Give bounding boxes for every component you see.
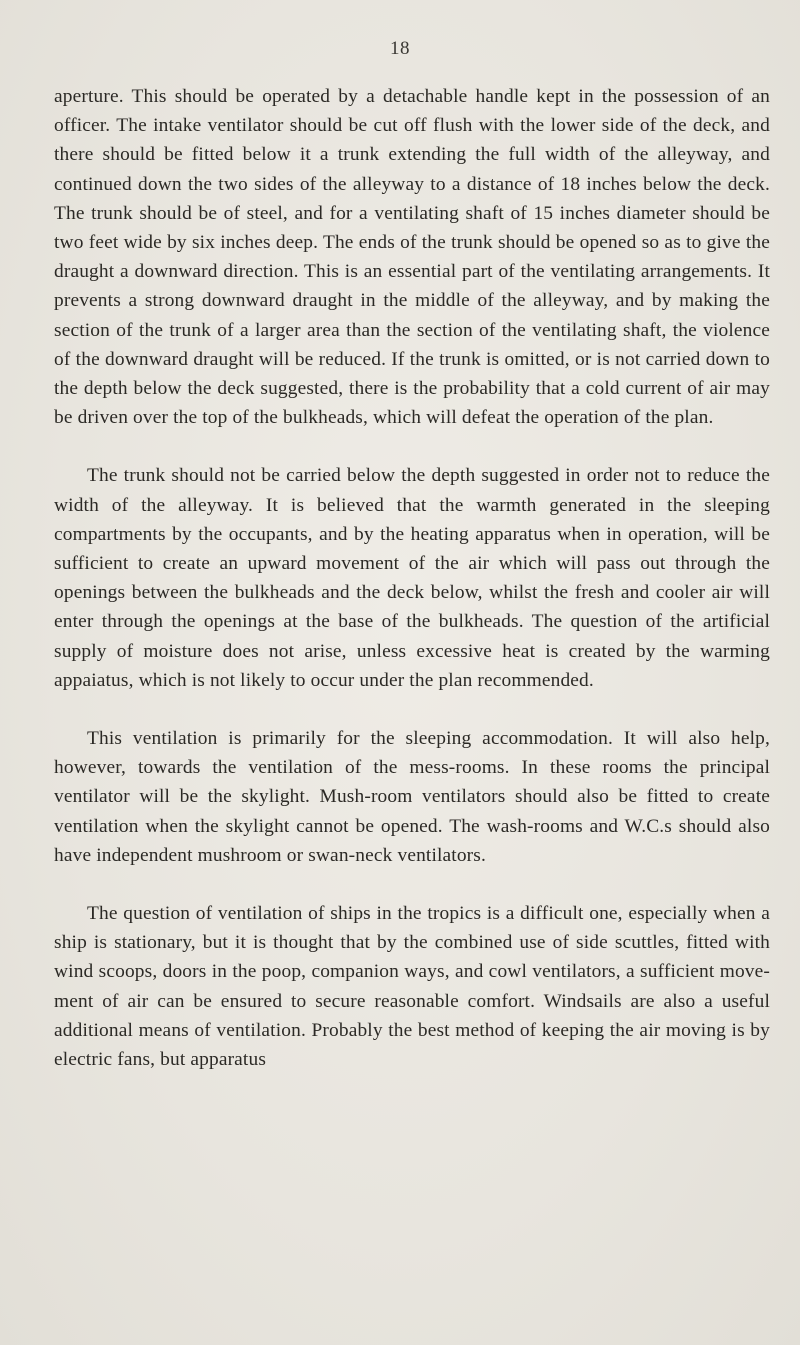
paragraph-2: The trunk should not be carried below the depth suggested in order not to reduce the width of the alleyway. It is believed that the warmth generated in the sleeping compartments by the occupants, and by the heating apparatus when in operation, will be sufficient to create an upward movement of the air which will pass out through the openings between the bulkheads and the deck below, whilst the fresh and cooler air will enter through the openings at the base of the bulkheads. The question of the artificial supply of moisture does not arise, unless excessive heat is created by the warming appaiatus, which is not likely to occur under the plan recommended. bbox=[54, 465, 770, 691]
page-number: 18 bbox=[390, 38, 410, 59]
paragraph-3: This ventilation is primarily for the sleeping accommodation. It will also help, however, towards the ventilation of the mess-rooms. In these rooms the principal ventilator will be the skylight. Mush-room ventilators should also be fitted to create ventilation when the skylight cannot be opened. The wash-rooms and W.C.s should also have independent mushroom or swan-neck ventilators. bbox=[54, 728, 770, 866]
paragraph-4: The question of ventilation of ships in the tropics is a difficult one, especially when a ship is stationary, but it is thought that by the combined use of side scuttles, fitted with wind scoops, doors in the poop, companion ways, and cowl ventilators, a sufficient move-ment of air can be ensured to secure reasonable comfort. Windsails are also a useful additional means of ventilation. Probably the best method of keeping the air moving is by electric fans, but apparatus bbox=[54, 903, 770, 1071]
paragraph-1: aperture. This should be operated by a detachable handle kept in the possession of an officer. The intake ventilator should be cut off flush with the lower side of the deck, and there should be fitted below it a trunk extending the full width of the alleyway, and continued down the two sides of the alleyway to a distance of 18 inches below the deck. The trunk should be of steel, and for a ventilating shaft of 15 inches diameter should be two feet wide by six inches deep. The ends of the trunk should be opened so as to give the draught a downward direction. This is an essential part of the ventilating arrangements. It prevents a strong downward draught in the middle of the alleyway, and by making the section of the trunk of a larger area than the section of the ventilating shaft, the violence of the downward draught will be reduced. If the trunk is omitted, or is not carried down to the depth below the deck suggested, there is the probability that a cold current of air may be driven over the top of the bulkheads, which will defeat the operation of the plan. bbox=[54, 86, 770, 429]
body-text bbox=[54, 82, 770, 1074]
